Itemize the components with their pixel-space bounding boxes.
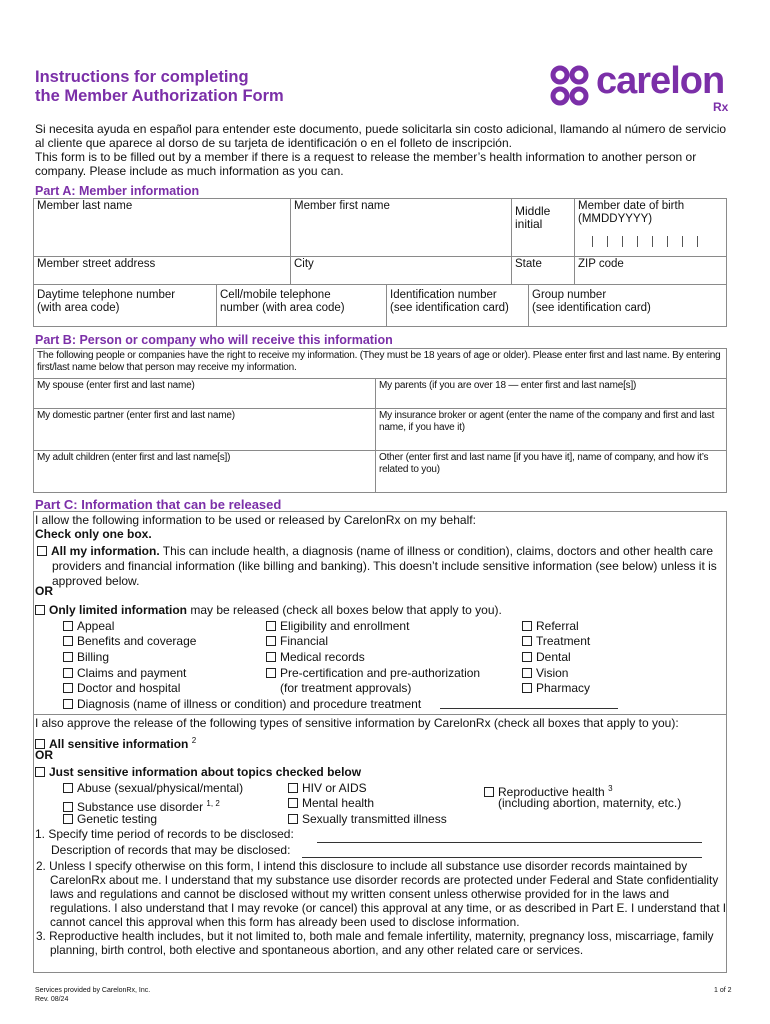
all-sensitive-option: All sensitive information $^2$ bbox=[35, 733, 725, 752]
option-medical-records[interactable]: Medical records bbox=[266, 650, 365, 665]
member-first-name-field[interactable]: Member first name bbox=[291, 199, 512, 257]
option-substance-use[interactable]: Substance use disorder $^{1, 2}$ bbox=[63, 796, 220, 815]
option-reproductive[interactable]: Reproductive health $^3$ bbox=[484, 781, 613, 800]
option-treatment[interactable]: Treatment bbox=[522, 634, 590, 649]
middle-initial-field[interactable]: Middle initial bbox=[512, 199, 575, 257]
option-hiv[interactable]: HIV or AIDS bbox=[288, 781, 367, 796]
zip-field[interactable]: ZIP code bbox=[575, 257, 727, 285]
option-appeal[interactable]: Appeal bbox=[63, 619, 114, 634]
option-referral[interactable]: Referral bbox=[522, 619, 579, 634]
cell-phone-field[interactable]: Cell/mobile telephone number (with area code) bbox=[217, 285, 387, 327]
check-one-text: Check only one box. bbox=[35, 527, 152, 541]
allow-text: I allow the following information to be used or released by CarelonRx on my behalf: bbox=[35, 513, 476, 527]
part-a-table bbox=[33, 198, 727, 285]
domestic-partner-field[interactable]: My domestic partner (enter first and last name) bbox=[34, 409, 376, 451]
street-address-field[interactable]: Member street address bbox=[34, 257, 291, 285]
diagnosis-line[interactable] bbox=[440, 708, 618, 709]
page-number: 1 of 2 bbox=[714, 987, 732, 994]
or-1: OR bbox=[35, 584, 53, 598]
option-vision[interactable]: Vision bbox=[522, 666, 568, 681]
option-benefits[interactable]: Benefits and coverage bbox=[63, 634, 196, 649]
part-c-heading: Part C: Information that can be released bbox=[35, 497, 282, 512]
just-sensitive-checkbox[interactable] bbox=[35, 767, 45, 777]
approve-text: I also approve the release of the following types of sensitive information by CarelonRx (check all boxes that apply to you): bbox=[35, 716, 679, 730]
option-mental-health[interactable]: Mental health bbox=[288, 796, 374, 811]
other-field[interactable]: Other (enter first and last name [if you have it], name of company, and how it’s related to you) bbox=[376, 451, 727, 493]
state-field[interactable]: State bbox=[512, 257, 575, 285]
dob-field[interactable]: Member date of birth (MMDDYYYY) bbox=[575, 199, 727, 257]
daytime-phone-field[interactable]: Daytime telephone number (with area code) bbox=[34, 285, 217, 327]
parents-field[interactable]: My parents (if you are over 18 — enter first and last name[s]) bbox=[376, 379, 727, 409]
option-precert[interactable]: Pre-certification and pre-authorization bbox=[266, 666, 480, 681]
option-doctor-hospital[interactable]: Doctor and hospital bbox=[63, 681, 180, 696]
option-claims[interactable]: Claims and payment bbox=[63, 666, 186, 681]
carelon-mark-icon bbox=[548, 64, 592, 108]
part-a-table-2 bbox=[33, 284, 727, 327]
part-b-intro: The following people or companies have the right to receive my information. (They must be 18 years of age or older). Please enter first and last name. By entering first/last name below that person may receive my information. bbox=[34, 349, 727, 379]
title-line-2: the Member Authorization Form bbox=[35, 87, 284, 105]
member-last-name-field[interactable]: Member last name bbox=[34, 199, 291, 257]
option-sti[interactable]: Sexually transmitted illness bbox=[288, 812, 447, 827]
option-dental[interactable]: Dental bbox=[522, 650, 571, 665]
dob-boxes bbox=[592, 236, 723, 251]
spouse-field[interactable]: My spouse (enter first and last name) bbox=[34, 379, 376, 409]
or-2: OR bbox=[35, 748, 53, 762]
intro-spanish: Si necesita ayuda en español para entender este documento, puede solicitarla sin costo adicional, llamando al número de servicio al cliente que aparece al dorso de su tarjeta de identificación o en el folleto de inscripción. bbox=[35, 122, 727, 150]
city-field[interactable]: City bbox=[291, 257, 512, 285]
option-diagnosis[interactable]: Diagnosis (name of illness or condition) and procedure treatment bbox=[63, 697, 421, 712]
note-1: 1. Specify time period of records to be disclosed: bbox=[35, 827, 294, 841]
option-eligibility[interactable]: Eligibility and enrollment bbox=[266, 619, 409, 634]
all-information-checkbox[interactable] bbox=[37, 546, 47, 556]
logo-sub: Rx bbox=[713, 100, 729, 114]
option-abuse[interactable]: Abuse (sexual/physical/mental) bbox=[63, 781, 243, 796]
page-title bbox=[35, 68, 284, 106]
reproductive-sub: (including abortion, maternity, etc.) bbox=[498, 796, 682, 810]
broker-field[interactable]: My insurance broker or agent (enter the name of the company and first and last name, if you have it) bbox=[376, 409, 727, 451]
limited-information-checkbox[interactable] bbox=[35, 605, 45, 615]
carelon-logo bbox=[548, 60, 738, 116]
group-number-field[interactable]: Group number (see identification card) bbox=[529, 285, 727, 327]
option-billing[interactable]: Billing bbox=[63, 650, 109, 665]
adult-children-field[interactable]: My adult children (enter first and last name[s]) bbox=[34, 451, 376, 493]
option-genetic-testing[interactable]: Genetic testing bbox=[63, 812, 157, 827]
intro-english: This form is to be filled out by a member if there is a request to release the member’s health information to another person or company. Please include as much information as you can. bbox=[35, 150, 697, 178]
logo-text: carelon bbox=[596, 60, 725, 102]
description-line[interactable] bbox=[302, 857, 702, 858]
footer-left bbox=[35, 986, 150, 1004]
intro bbox=[35, 122, 735, 178]
part-b-heading: Part B: Person or company who will receive this information bbox=[35, 333, 393, 347]
identification-number-field[interactable]: Identification number (see identification card) bbox=[387, 285, 529, 327]
just-sensitive-option: Just sensitive information about topics checked below bbox=[35, 765, 725, 780]
part-a-heading: Part A: Member information bbox=[35, 184, 200, 198]
footer-rev: Rev. 08/24 bbox=[35, 996, 69, 1003]
part-b-table bbox=[33, 348, 727, 493]
option-financial[interactable]: Financial bbox=[266, 634, 328, 649]
limited-information-option: Only limited information may be released (check all boxes below that apply to you). bbox=[35, 603, 725, 618]
note-2: 2. Unless I specify otherwise on this form, I intend this disclosure to include all substance use disorder records maintained by CarelonRx about me. I understand that my substance use disorder records are protected under Federal and State confidentiality laws and regulations and cannot be disclosed without my written consent unless otherwise provided for in the laws and regulations. I also understand that I may revoke (or cancel) this approval at any time, or as described in Part E. I understand that I cannot cancel this approval when this form has already been used to disclose information. bbox=[36, 859, 727, 929]
option-pharmacy[interactable]: Pharmacy bbox=[522, 681, 590, 696]
note-3: 3. Reproductive health includes, but it not limited to, both male and female infertility, maternity, pregnancy loss, miscarriage, family planning, birth control, both elective and spontaneous abortion, and any other related care or services. bbox=[36, 929, 714, 957]
description-label: Description of records that may be disclosed: bbox=[51, 843, 291, 857]
title-line-1: Instructions for completing bbox=[35, 68, 249, 86]
all-information-option: All my information. This can include health, a diagnosis (name of illness or condition), claims, doctors and other health care providers and financial information (like billing and banking). This doesn’t include sensitive information (see below) unless it is approved below. bbox=[35, 544, 742, 589]
precert-sub: (for treatment approvals) bbox=[280, 681, 412, 695]
footer-provider: Services provided by CarelonRx, Inc. bbox=[35, 987, 151, 994]
